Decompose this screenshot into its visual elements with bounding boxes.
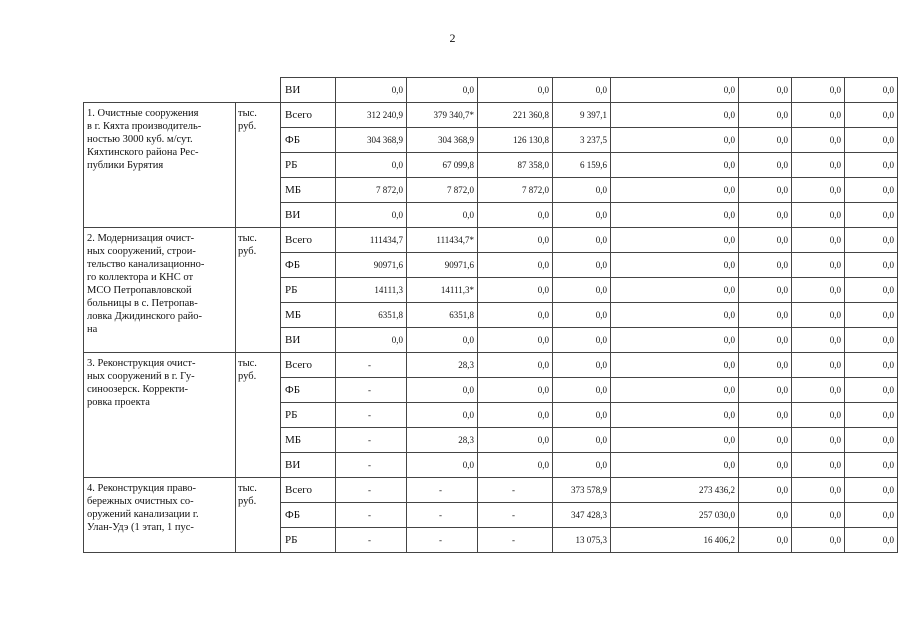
value-cell: 347 428,3 [553,503,611,528]
value-cell: 90971,6 [336,253,407,278]
unit-line: тыс. [238,483,257,494]
value-cell: 0,0 [611,153,739,178]
source-cell: ФБ [281,503,336,528]
value-cell: 0,0 [792,528,845,553]
value-cell: 0,0 [611,378,739,403]
value-cell: 0,0 [792,353,845,378]
source-cell: Всего [281,228,336,253]
value-cell: 0,0 [845,403,898,428]
value-cell: 0,0 [845,353,898,378]
value-cell: 0,0 [478,403,553,428]
description-line: публики Бурятия [87,160,164,171]
description-line: бережных очистных со- [87,496,194,507]
value-cell: 221 360,8 [478,103,553,128]
value-cell: 0,0 [407,203,478,228]
value-cell: 0,0 [611,228,739,253]
source-cell: ФБ [281,128,336,153]
value-cell: 0,0 [478,353,553,378]
value-cell: 0,0 [739,378,792,403]
value-cell: 0,0 [739,353,792,378]
value-cell: 0,0 [611,428,739,453]
value-cell: 0,0 [739,328,792,353]
project-description [84,353,236,478]
project-description [84,228,236,353]
value-cell: 0,0 [478,328,553,353]
source-cell: МБ [281,303,336,328]
unit-cell [236,478,281,553]
project-description [84,103,236,228]
unit-cell [236,353,281,478]
description-line: 2. Модернизация очист- [87,233,195,244]
table-row [84,228,898,253]
value-cell: 0,0 [611,203,739,228]
value-cell: 0,0 [739,303,792,328]
value-cell: - [336,453,407,478]
description-line: го коллектора и КНС от [87,272,194,283]
value-cell: 0,0 [739,78,792,103]
value-cell: - [336,528,407,553]
value-cell: 0,0 [553,403,611,428]
value-cell: 0,0 [553,353,611,378]
description-line: в г. Кяхта производитель- [87,121,202,132]
value-cell: 7 872,0 [407,178,478,203]
unit-line: руб. [238,246,257,257]
value-cell: - [336,353,407,378]
source-cell: ВИ [281,453,336,478]
project-description [84,478,236,553]
value-cell: 7 872,0 [478,178,553,203]
value-cell: 0,0 [739,178,792,203]
source-cell: ФБ [281,378,336,403]
value-cell: 0,0 [739,503,792,528]
value-cell: 0,0 [478,203,553,228]
value-cell: 111434,7* [407,228,478,253]
source-cell: РБ [281,528,336,553]
value-cell: 0,0 [739,103,792,128]
unit-cell [236,228,281,353]
unit-line: тыс. [238,358,257,369]
value-cell: 0,0 [792,253,845,278]
value-cell: 0,0 [845,278,898,303]
value-cell: 0,0 [336,328,407,353]
value-cell: 0,0 [739,228,792,253]
description-line: ных сооружений, строи- [87,246,196,257]
value-cell: 0,0 [553,378,611,403]
unit-line: руб. [238,121,257,132]
description-line: ностью 3000 куб. м/сут. [87,134,193,145]
source-cell: ВИ [281,203,336,228]
description-line: Кяхтинского района Рес- [87,147,199,158]
source-cell: Всего [281,103,336,128]
value-cell: 0,0 [553,278,611,303]
value-cell: 0,0 [845,478,898,503]
value-cell: 0,0 [845,178,898,203]
description-cell-empty [84,78,236,103]
description-line: 4. Реконструкция право- [87,483,196,494]
value-cell: 0,0 [845,428,898,453]
value-cell: 14111,3 [336,278,407,303]
value-cell: - [407,528,478,553]
value-cell: 28,3 [407,353,478,378]
value-cell: 0,0 [845,228,898,253]
value-cell: 0,0 [792,303,845,328]
unit-cell-empty [236,78,281,103]
value-cell: - [336,378,407,403]
budget-table [83,77,898,553]
table-row [84,78,898,103]
value-cell: 0,0 [739,453,792,478]
value-cell: 0,0 [739,153,792,178]
value-cell: 304 368,9 [336,128,407,153]
description-line: Улан-Удэ (1 этап, 1 пус- [87,522,194,533]
value-cell: 0,0 [845,503,898,528]
value-cell: 0,0 [611,353,739,378]
value-cell: - [478,503,553,528]
value-cell: 67 099,8 [407,153,478,178]
value-cell: 0,0 [845,303,898,328]
value-cell: 0,0 [739,253,792,278]
source-cell: МБ [281,428,336,453]
value-cell: 257 030,0 [611,503,739,528]
value-cell: 0,0 [792,453,845,478]
source-cell: Всего [281,478,336,503]
description-line: синоозерск. Корректи- [87,384,189,395]
value-cell: - [336,478,407,503]
value-cell: 0,0 [845,328,898,353]
value-cell: 0,0 [845,203,898,228]
value-cell: 0,0 [478,453,553,478]
unit-line: тыс. [238,233,257,244]
source-cell: Всего [281,353,336,378]
value-cell: 0,0 [611,453,739,478]
value-cell: 0,0 [553,428,611,453]
value-cell: - [478,528,553,553]
value-cell: 0,0 [792,203,845,228]
value-cell: 0,0 [553,453,611,478]
table-row [84,353,898,378]
value-cell: 0,0 [336,153,407,178]
value-cell: 0,0 [845,253,898,278]
value-cell: 0,0 [845,528,898,553]
value-cell: 13 075,3 [553,528,611,553]
value-cell: 0,0 [553,328,611,353]
value-cell: 0,0 [845,378,898,403]
page-number: 2 [449,31,456,45]
value-cell: 312 240,9 [336,103,407,128]
value-cell: 111434,7 [336,228,407,253]
value-cell: 0,0 [739,478,792,503]
value-cell: 273 436,2 [611,478,739,503]
table-row [84,478,898,503]
value-cell: 0,0 [739,278,792,303]
value-cell: 6 159,6 [553,153,611,178]
value-cell: 0,0 [553,303,611,328]
value-cell: 126 130,8 [478,128,553,153]
description-line: ровка проекта [87,397,150,408]
value-cell: 0,0 [792,128,845,153]
value-cell: 0,0 [792,178,845,203]
source-cell: РБ [281,153,336,178]
value-cell: 16 406,2 [611,528,739,553]
unit-line: руб. [238,496,257,507]
value-cell: 7 872,0 [336,178,407,203]
value-cell: 0,0 [553,203,611,228]
value-cell: 0,0 [611,328,739,353]
value-cell: 0,0 [553,253,611,278]
value-cell: 0,0 [792,503,845,528]
value-cell: 9 397,1 [553,103,611,128]
value-cell: 0,0 [407,378,478,403]
value-cell: 0,0 [739,528,792,553]
value-cell: 0,0 [407,328,478,353]
description-line: ных сооружений в г. Гу- [87,371,195,382]
value-cell: 0,0 [611,253,739,278]
value-cell: 0,0 [553,78,611,103]
value-cell: 0,0 [611,103,739,128]
description-line: 1. Очистные сооружения [87,108,199,119]
value-cell: - [407,503,478,528]
description-line: МСО Петропавловской [87,285,192,296]
value-cell: 0,0 [478,228,553,253]
value-cell: 0,0 [739,403,792,428]
value-cell: 0,0 [407,78,478,103]
value-cell: 6351,8 [407,303,478,328]
value-cell: 0,0 [336,78,407,103]
value-cell: 0,0 [553,228,611,253]
value-cell: 0,0 [792,78,845,103]
value-cell: 0,0 [336,203,407,228]
description-line: на [87,324,98,335]
description-line: 3. Реконструкция очист- [87,358,196,369]
value-cell: 3 237,5 [553,128,611,153]
value-cell: 373 578,9 [553,478,611,503]
value-cell: 0,0 [845,103,898,128]
value-cell: 0,0 [478,378,553,403]
value-cell: 0,0 [792,103,845,128]
value-cell: - [336,403,407,428]
value-cell: 0,0 [739,128,792,153]
value-cell: - [407,478,478,503]
value-cell: 0,0 [407,403,478,428]
source-cell: ВИ [281,328,336,353]
source-cell: РБ [281,403,336,428]
value-cell: 0,0 [845,128,898,153]
value-cell: 0,0 [739,428,792,453]
value-cell: 0,0 [478,278,553,303]
value-cell: 87 358,0 [478,153,553,178]
value-cell: 0,0 [739,203,792,228]
value-cell: 0,0 [478,428,553,453]
value-cell: 0,0 [478,78,553,103]
source-cell: ФБ [281,253,336,278]
value-cell: 0,0 [611,403,739,428]
value-cell: 0,0 [478,253,553,278]
value-cell: 0,0 [553,178,611,203]
description-line: тельство канализационно- [87,259,205,270]
description-line: ловка Джидинского райо- [87,311,202,322]
value-cell: 0,0 [611,78,739,103]
value-cell: 0,0 [792,403,845,428]
description-line: оружений канализации г. [87,509,199,520]
value-cell: 28,3 [407,428,478,453]
value-cell: 0,0 [845,453,898,478]
value-cell: 0,0 [611,303,739,328]
unit-line: руб. [238,371,257,382]
value-cell: 0,0 [407,453,478,478]
value-cell: 0,0 [792,378,845,403]
value-cell: 0,0 [792,478,845,503]
value-cell: - [336,503,407,528]
value-cell: 0,0 [478,303,553,328]
value-cell: 0,0 [792,228,845,253]
value-cell: 0,0 [611,178,739,203]
value-cell: 304 368,9 [407,128,478,153]
value-cell: 379 340,7* [407,103,478,128]
value-cell: - [478,478,553,503]
source-cell: МБ [281,178,336,203]
value-cell: 0,0 [792,278,845,303]
value-cell: 0,0 [792,153,845,178]
value-cell: 6351,8 [336,303,407,328]
value-cell: 0,0 [792,428,845,453]
value-cell: 14111,3* [407,278,478,303]
source-cell: РБ [281,278,336,303]
source-cell: ВИ [281,78,336,103]
value-cell: 0,0 [792,328,845,353]
value-cell: 0,0 [845,78,898,103]
value-cell: 0,0 [611,278,739,303]
value-cell: 90971,6 [407,253,478,278]
value-cell: 0,0 [845,153,898,178]
description-line: больницы в с. Петропав- [87,298,198,309]
unit-line: тыс. [238,108,257,119]
value-cell: - [336,428,407,453]
value-cell: 0,0 [611,128,739,153]
table-row [84,103,898,128]
unit-cell [236,103,281,228]
